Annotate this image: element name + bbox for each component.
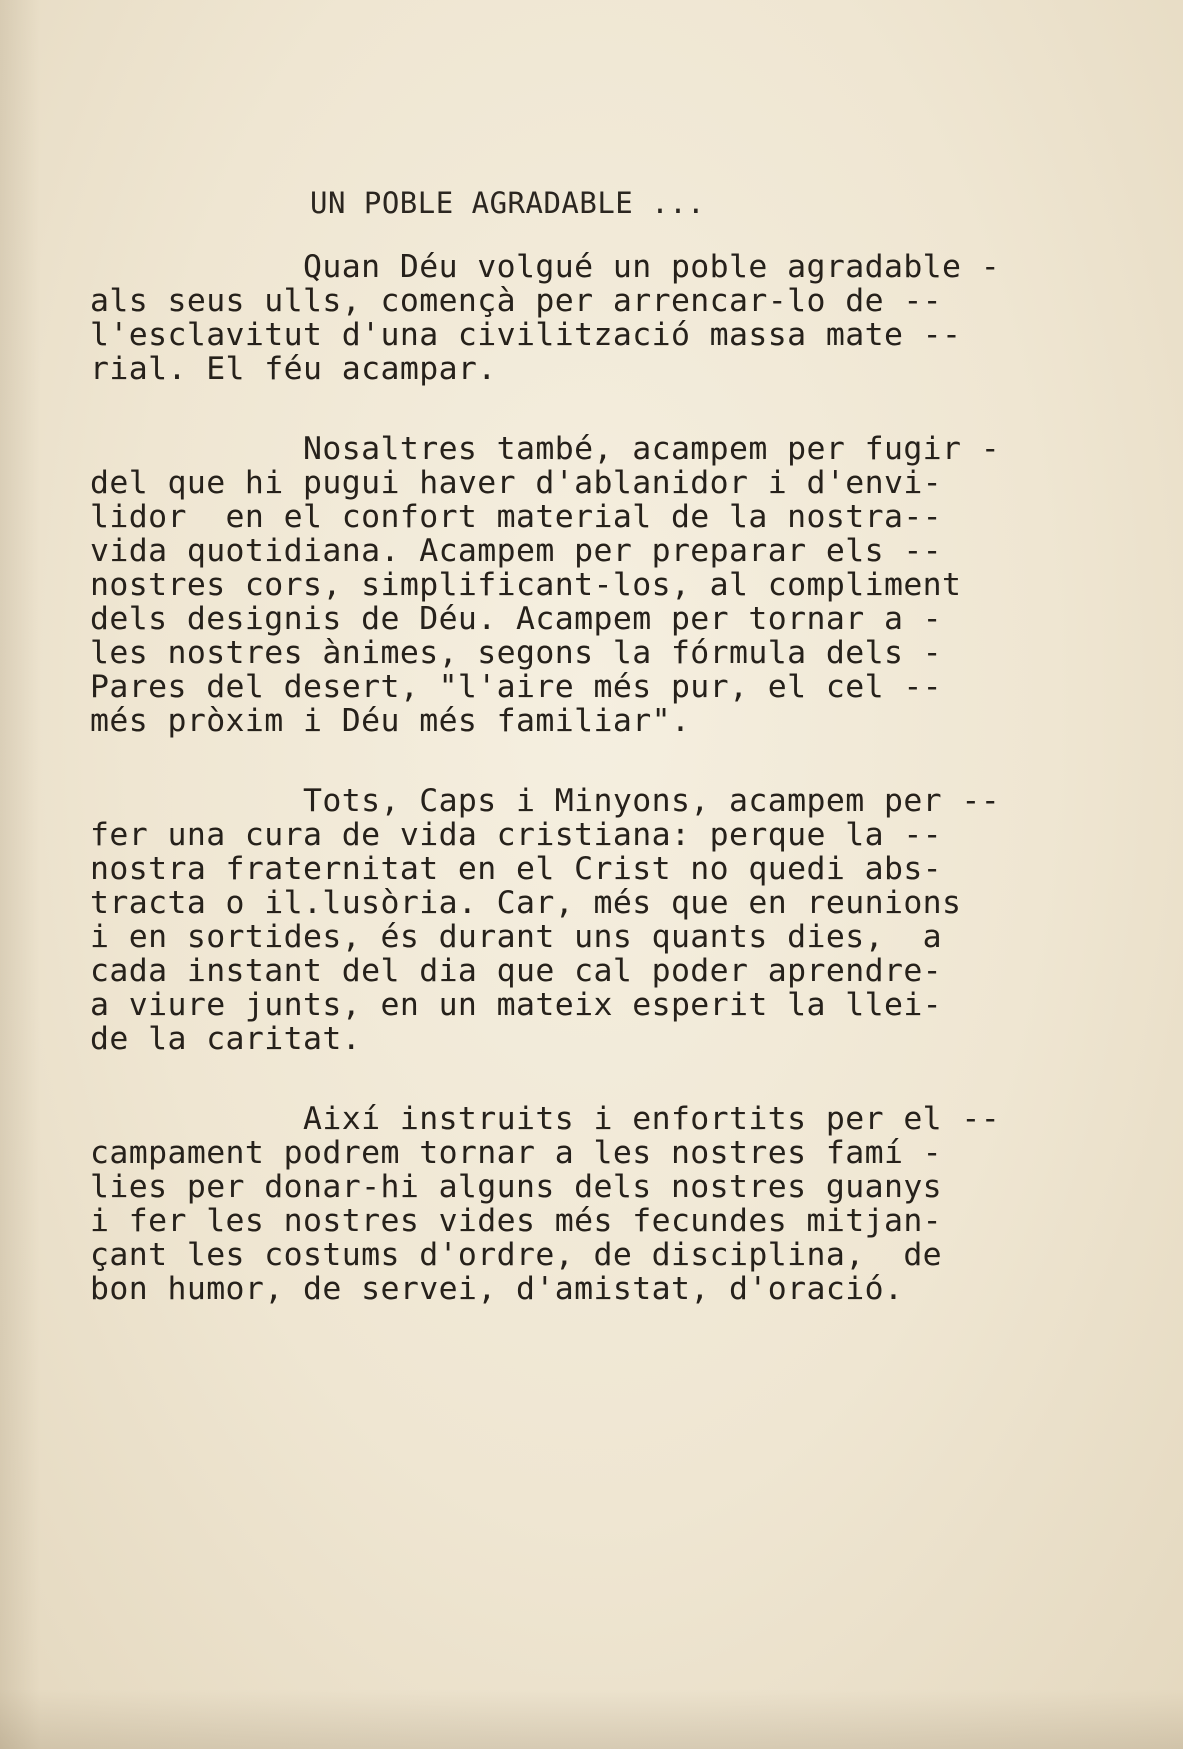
- text-line: lidor en el confort material de la nostra--: [90, 499, 943, 535]
- text-line: çant les costums d'ordre, de disciplina, de: [90, 1237, 943, 1273]
- paragraph-3: [90, 784, 1090, 1056]
- text-line: Tots, Caps i Minyons, acampem per --: [90, 783, 1001, 819]
- page-title: UN POBLE AGRADABLE ...: [310, 186, 706, 220]
- body-text: [90, 250, 1090, 1352]
- text-line: dels designis de Déu. Acampem per tornar a -: [90, 601, 943, 637]
- paragraph-2: [90, 432, 1090, 738]
- text-line: a viure junts, en un mateix esperit la llei-: [90, 987, 943, 1023]
- text-line: Nosaltres també, acampem per fugir -: [90, 431, 1001, 467]
- text-line: vida quotidiana. Acampem per preparar els --: [90, 533, 943, 569]
- text-line: i fer les nostres vides més fecundes mitjan-: [90, 1203, 943, 1239]
- text-line: fer una cura de vida cristiana: perque la --: [90, 817, 943, 853]
- paragraph-1: [90, 250, 1090, 386]
- page-edge-shadow-left: [0, 0, 40, 1749]
- text-line: de la caritat.: [90, 1021, 362, 1057]
- text-line: del que hi pugui haver d'ablanidor i d'envi-: [90, 465, 943, 501]
- text-line: Quan Déu volgué un poble agradable -: [90, 249, 1001, 285]
- text-line: cada instant del dia que cal poder aprendre-: [90, 953, 943, 989]
- text-line: nostres cors, simplificant-los, al compliment: [90, 567, 962, 603]
- text-line: l'esclavitut d'una civilització massa mate --: [90, 317, 962, 353]
- text-line: tracta o il.lusòria. Car, més que en reunions: [90, 885, 962, 921]
- text-line: Així instruits i enfortits per el --: [90, 1101, 1001, 1137]
- text-line: i en sortides, és durant uns quants dies, a: [90, 919, 943, 955]
- text-line: als seus ulls, començà per arrencar-lo de --: [90, 283, 943, 319]
- page-edge-shadow-bottom: [0, 1689, 1183, 1749]
- text-line: lies per donar-hi alguns dels nostres guanys: [90, 1169, 943, 1205]
- text-line: rial. El féu acampar.: [90, 351, 497, 387]
- text-line: campament podrem tornar a les nostres famí -: [90, 1135, 943, 1171]
- text-line: nostra fraternitat en el Crist no quedi abs-: [90, 851, 943, 887]
- text-line: les nostres ànimes, segons la fórmula dels -: [90, 635, 943, 671]
- text-line: bon humor, de servei, d'amistat, d'oració.: [90, 1271, 904, 1307]
- text-line: Pares del desert, "l'aire més pur, el cel --: [90, 669, 943, 705]
- text-line: més pròxim i Déu més familiar".: [90, 703, 691, 739]
- paragraph-4: [90, 1102, 1090, 1306]
